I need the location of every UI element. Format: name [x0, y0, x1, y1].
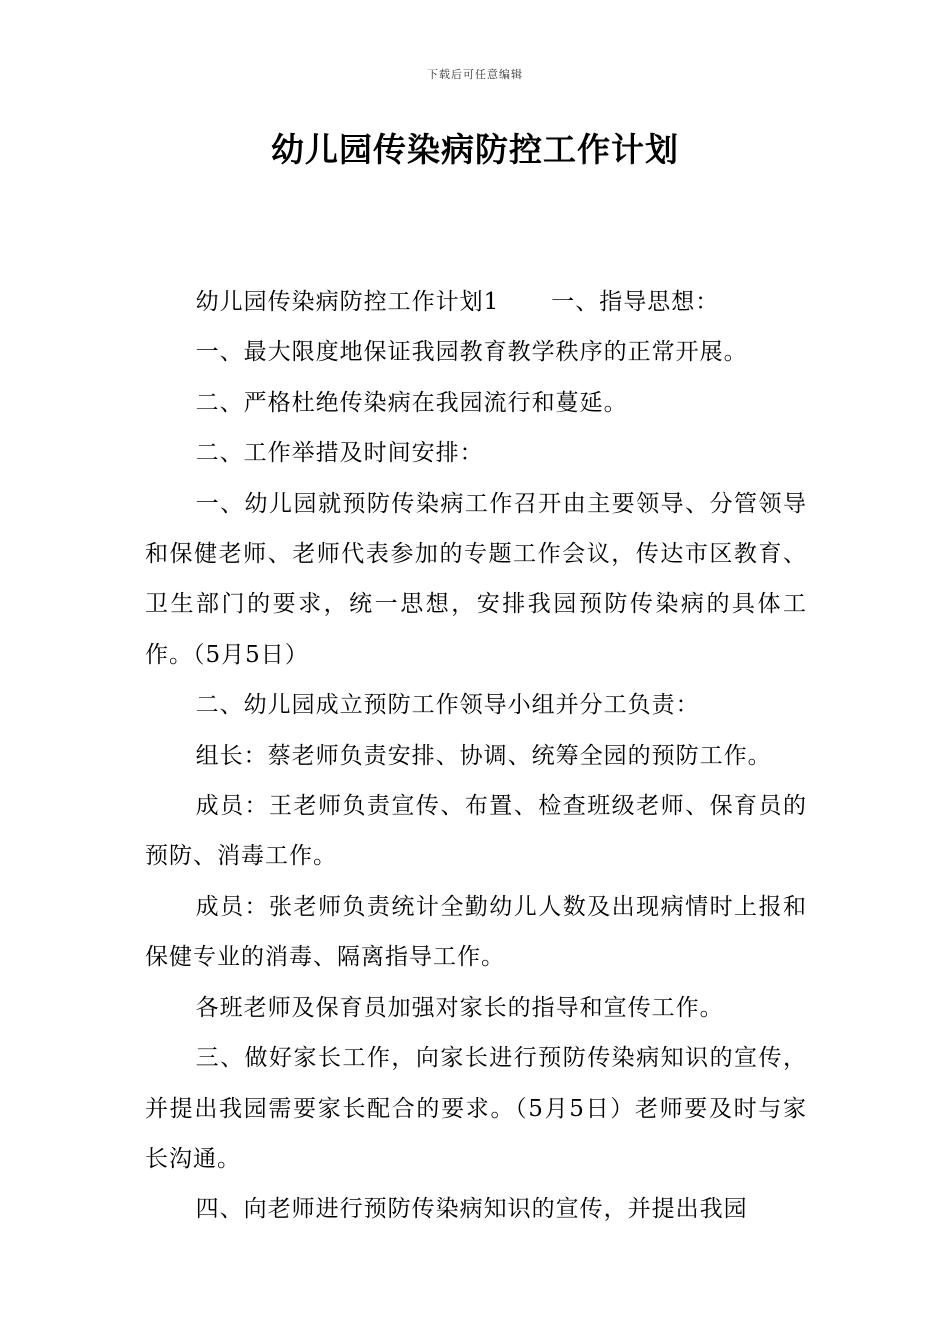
- paragraph: 组长：蔡老师负责安排、协调、统筹全园的预防工作。: [195, 742, 772, 769]
- paragraph: 二、严格杜绝传染病在我园流行和蔓延。: [195, 389, 628, 416]
- document-body: [145, 277, 807, 1235]
- paragraph: 二、幼儿园成立预防工作领导小组并分工负责：: [195, 692, 700, 719]
- paragraph: 二、工作举措及时间安排：: [195, 440, 484, 467]
- section-heading: 一、指导思想：: [551, 289, 720, 315]
- paragraph: 各班老师及保育员加强对家长的指导和宣传工作。: [195, 994, 724, 1021]
- paragraph: 四、向老师进行预防传染病知识的宣传，并提出我园: [195, 1196, 748, 1223]
- page-title: 幼儿园传染病防控工作计划: [271, 130, 679, 169]
- intro-subtitle: 幼儿园传染病防控工作计划1: [195, 289, 500, 315]
- paragraph: 三、做好家长工作，向家长进行预防传染病知识的宣传，并提出我园需要家长配合的要求。（5月5日）老师要及时与家长沟通。: [145, 1045, 807, 1172]
- paragraph: 成员：张老师负责统计全勤幼儿人数及出现病情时上报和保健专业的消毒、隔离指导工作。: [145, 893, 807, 971]
- paragraph: 一、最大限度地保证我园教育教学秩序的正常开展。: [195, 339, 748, 366]
- paragraph: 一、幼儿园就预防传染病工作召开由主要领导、分管领导和保健老师、老师代表参加的专题工作会议，传达市区教育、卫生部门的要求，统一思想，安排我园预防传染病的具体工作。（5月5日）: [145, 490, 807, 668]
- intro-line: [145, 277, 807, 327]
- header-note: 下载后可任意编辑: [427, 68, 523, 81]
- paragraph: 成员：王老师负责宣传、布置、检查班级老师、保育员的预防、消毒工作。: [145, 793, 807, 870]
